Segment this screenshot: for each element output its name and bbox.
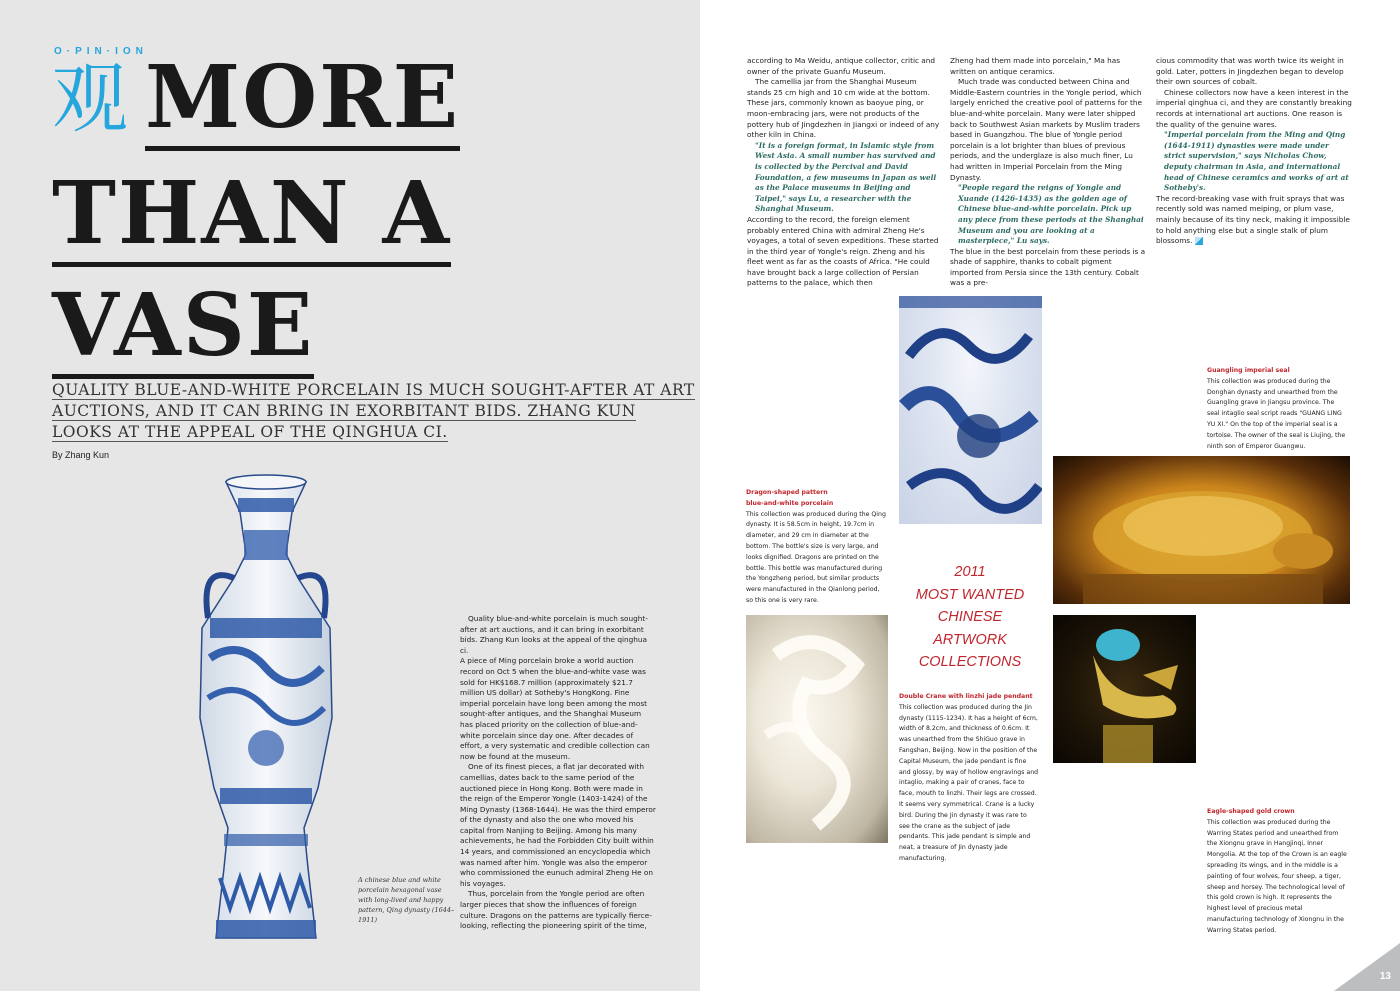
- caption-title: blue-and-white porcelain: [746, 499, 834, 507]
- paragraph: [1156, 194, 1352, 247]
- caption-text: This collection was produced during the Qing dynasty. It is 58.5cm in height, 19.7cm in diameter, and 29 cm in diameter at the bottom. The bottle's size is very large, and looks dignified. Dragons are printed on the bottle. This bottle was manufactured during the Yongzheng period, but similar products were manufactured in the Qianlong period, so this one is very rare.: [746, 510, 886, 604]
- headline-line-1: [145, 47, 461, 151]
- jade-crane-photo: [746, 615, 888, 843]
- vase-photo: [180, 468, 352, 958]
- paragraph: A piece of Ming porcelain broke a world auction record on Oct 5 when the blue-and-white vase was sold for HK$168.7 million (approximately $21.7 million US dollar) at Sotheby's HongKong. Fine imperial porcelain have long been among the most sought-after antiques, and the Shanghai Museum has placed priority on the collection of blue-and-white porcelain since day one. After decades of effort, a very systematic and credible collection can now be found at the museum.: [460, 656, 650, 761]
- paragraph: Zheng had them made into porcelain," Ma has written on antique ceramics.: [950, 56, 1121, 76]
- section-tag: O·PIN·ION: [54, 46, 148, 57]
- page-number: 13: [1379, 971, 1391, 982]
- caption-gold-crown: [1207, 807, 1349, 937]
- caption-title: Eagle-shaped gold crown: [1207, 808, 1295, 815]
- paragraph: Quality blue-and-white porcelain is much sought-after at art auctions, and it can bring in exorbitant bids. Zhang Kun looks at the appeal of the qinghua ci.: [460, 614, 648, 655]
- paragraph: Thus, porcelain from the Yongle period are often larger pieces that show the influences of foreign culture. Dragons on the patterns are typically fierce-looking, reflecting the pioneering spirit of the time,: [460, 889, 652, 931]
- dragon-porcelain-photo: [899, 296, 1042, 524]
- left-body-column: [460, 614, 656, 932]
- headline-line-3: [52, 275, 315, 379]
- pull-quote: "People regard the reigns of Yongle and Xuande (1426-1435) as the golden age of Chinese blue-and-white porcelain. Pick up any piece from these periods at the Shanghai Museum and you are looking at a masterpiece," Lu says.: [958, 183, 1144, 246]
- turtle-seal-photo: [1053, 456, 1350, 604]
- paragraph: Chinese collectors now have a keen interest in the imperial qinghua ci, and they are constantly breaking records at international art auctions. One reason is the quality of the genuine wares.: [1156, 87, 1352, 129]
- feature-title: [900, 561, 1040, 674]
- paragraph: Much trade was conducted between China and Middle-Eastern countries in the Yongle period, which largely enriched the creative pool of patterns for the blue-and-white porcelain. Many were later shipped back to Southwest Asian markets by Muslim traders based in Guangzhou. The blue of Yongle period porcelain is a lot brighter than blues of previous periods, and the underglaze is also much finer, Lu had written in Imperial Porcelain from the Ming Dynasty.: [950, 77, 1143, 182]
- feature-title-line: MOST WANTED: [915, 586, 1025, 603]
- caption-title: Dragon-shaped pattern: [746, 489, 828, 496]
- right-body-column-3: [1156, 56, 1352, 247]
- paragraph: According to the record, the foreign element probably entered China with admiral Zheng He's voyages, a total of seven expeditions. These started in the third year of Yongle's reign. Zheng and his fleet went as far as the coasts of Africa. "He could have brought back a large collection of Persian patterns to the palace, which then: [747, 214, 939, 288]
- caption-dragon-porcelain: [746, 488, 886, 607]
- eagle-crown-photo: [1053, 615, 1196, 763]
- page-number-corner: [1334, 943, 1400, 991]
- right-page: [700, 0, 1400, 991]
- paragraph: according to Ma Weidu, antique collector, critic and owner of the private Guanfu Museum.: [747, 56, 936, 76]
- caption-jade-crane: [899, 692, 1039, 865]
- caption-title: Guangling imperial seal: [1207, 367, 1290, 374]
- standfirst: [52, 380, 697, 443]
- paragraph: cious commodity that was worth twice its weight in gold. Later, potters in Jingdezhen began to develop their own sources of cobalt.: [1156, 56, 1344, 87]
- caption-text: This collection was produced during the Donghan dynasty and unearthed from the Guangling grave in Jiangsu province. The seal intaglio seal script reads "GUANG LING YU XI." On the top of the imperial seal is a tortoise. The owner of the seal is Liujing, the ninth son of Emperor Guangwu.: [1207, 377, 1346, 450]
- feature-title-line: CHINESE ARTWORK: [933, 609, 1007, 648]
- chinese-character: 观: [52, 54, 128, 143]
- caption-title: Double Crane with linzhi jade pendant: [899, 693, 1033, 700]
- paragraph: The camellia jar from the Shanghai Museum stands 25 cm high and 10 cm wide at the bottom. These jars, commonly known as baoyue ping, or moon-embracing jars, were not products of the pottery hub of Jingdezhen in Jiangxi or indeed of any other kiln in China.: [747, 77, 940, 140]
- right-body-column-2: [950, 56, 1146, 289]
- pull-quote: "It is a foreign format, in Islamic style from West Asia. A small number has survived and is collected by the Percival and David Foundation, a few museums in Japan as well as the Palace museums in Beijing and Taipei," says Lu, a researcher with the Shanghai Museum.: [755, 140, 937, 214]
- feature-title-line: COLLECTIONS: [918, 654, 1022, 670]
- paragraph: One of its finest pieces, a flat jar decorated with camellias, dates back to the same period of the auctioned piece in Hong Kong. Both were made in the reign of the Emperor Yongle (1403-1424) of the Ming Dynasty (1368-1644). He was the third emperor of the dynasty and also the one who moved his capital from Nanjing to Beijing. Among his many achievements, he had the Forbidden City built within 14 years, and commissioned an encyclopedia which was named after him. Yongle was also the emperor who commissioned the eunuch admiral Zheng He on his voyages.: [460, 762, 656, 888]
- headline-text-3: VASE: [52, 280, 314, 379]
- headline-line-2: [52, 163, 452, 267]
- caption-text: This collection was produced during the Warring States period and unearthed from the Xiongnu grave in Hangjinqi, Inner Mongolia. At the top of the Crown is an eagle spreading its wings, and in the middle is a painting of four wolves, four sheep, a tiger, sheep and horsey. The technological level of this gold crown is high. It represents the highest level of precious metal manufacturing technology of Xiongnu in the Warring States period.: [1207, 818, 1347, 934]
- headline-text-2: THAN A: [52, 168, 451, 267]
- headline-text-1: MORE: [145, 52, 460, 151]
- byline: By Zhang Kun: [52, 450, 110, 460]
- vase-caption: A chinese blue and white porcelain hexagonal vase with long-lived and happy pattern, Qing dynasty (1644–1911): [358, 876, 455, 924]
- end-mark-icon: [1195, 237, 1203, 245]
- caption-text: This collection was produced during the Jin dynasty (1115-1234). It has a height of 6cm, width of 8.2cm, and thickness of 0.6cm. It was unearthed from the ShiGuo grave in Fangshan, Beijing. Now in the position of the Capital Museum, the jade pendant is fine and glossy, by way of hollow engravings and intaglio, making a pair of cranes, face to face, mouth to linzhi. Their legs are crossed. It seems very symmetrical. Crane is a lucky bird. During the Jin dynasty it was rare to see the crane as the subject of jade pendants. This jade pendant is simple and neat, a treasure of Jin dynasty jade manufacturing.: [899, 703, 1039, 862]
- feature-title-line: 2011: [954, 564, 986, 580]
- corner-triangle: [1334, 943, 1400, 991]
- right-body-column-1: [747, 56, 943, 289]
- caption-imperial-seal: [1207, 366, 1347, 452]
- pull-quote: "Imperial porcelain from the Ming and Qing (1644-1911) dynasties were made under strict supervision," says Nicholas Chow, deputy chairman in Asia, and international head of Chinese ceramics and works of art at Sotheby's.: [1164, 130, 1349, 193]
- paragraph: The blue in the best porcelain from these periods is a shade of sapphire, thanks to cobalt pigment imported from Persia since the 13th century. Cobalt was a pre-: [950, 246, 1146, 288]
- paragraph-text: The record-breaking vase with fruit sprays that was recently sold was named meiping, or plum vase, mainly because of its tiny neck, making it impossible to hold anything else but a single stalk of plum blossoms.: [1156, 193, 1350, 246]
- standfirst-text: QUALITY BLUE-AND-WHITE PORCELAIN IS MUCH SOUGHT-AFTER AT ART AUCTIONS, AND IT CAN BRING IN EXORBITANT BIDS. ZHANG KUN LOOKS AT THE APPEAL OF THE QINGHUA CI.: [52, 381, 695, 441]
